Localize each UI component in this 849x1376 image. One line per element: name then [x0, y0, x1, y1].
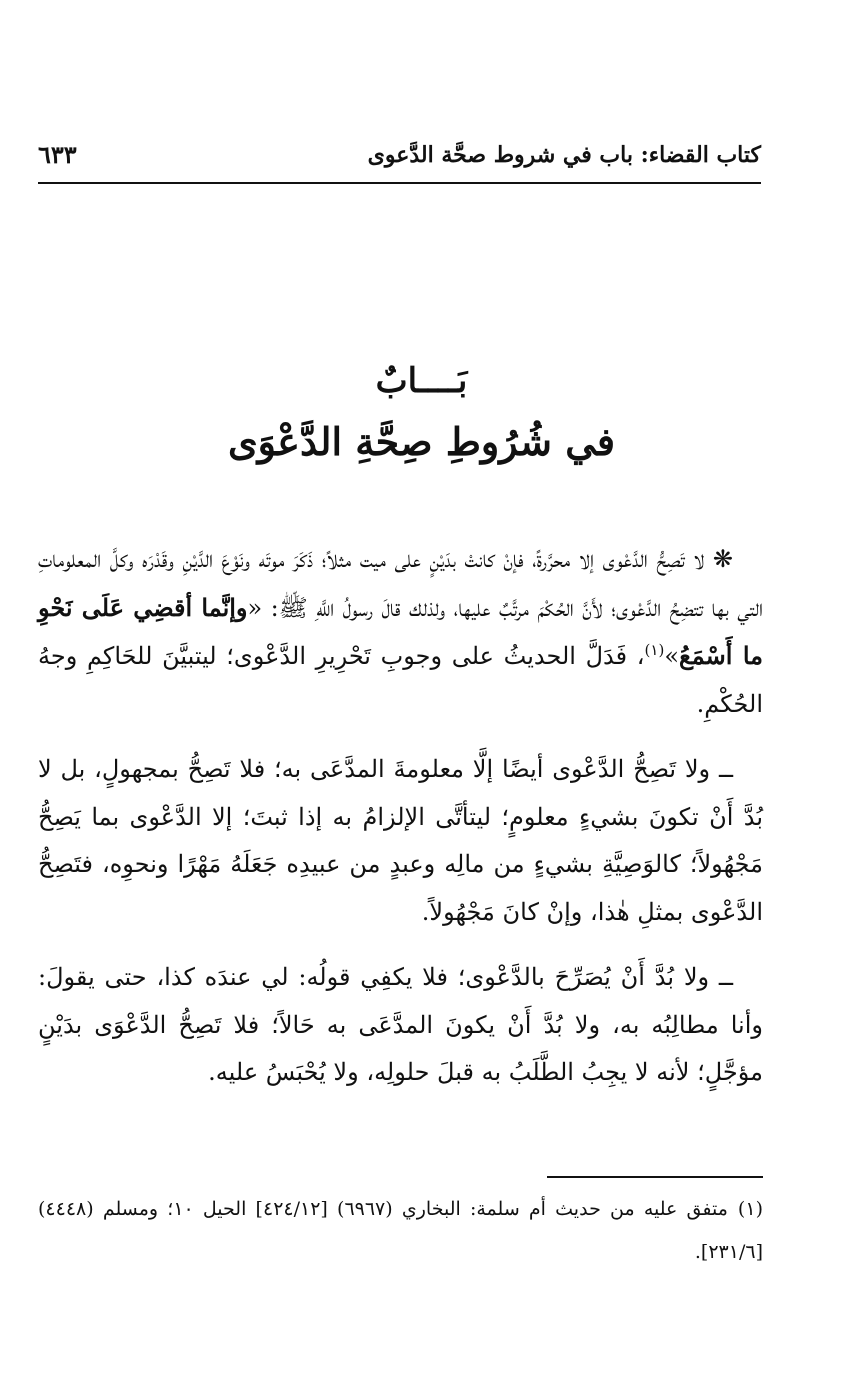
- paragraph-intro-text: ❋ لا تَصِحُّ الدَّعْوى إلا محرَّرةً، فإنْ كانتْ بدَيْنٍ على ميت مثلاً؛ ذَكَرَ موتَه ونَوْعَ الدَّيْنِ وقَدْرَه وكلَّ المعلوماتِ التي بها تتضِحُ الدَّعْوى؛ لأَنَّ الحُكْمَ مرتَّبٌ عليها، ولذلك قالَ رسولُ اللَّهِ ﷺ: «: [38, 545, 763, 622]
- body-text: [38, 536, 763, 1115]
- paragraph-known-claim: ــ ولا تَصِحُّ الدَّعْوى أيضًا إلَّا معلومةَ المدَّعَى به؛ فلا تَصِحُّ بمجهولٍ، بل لا بُدَّ أَنْ تكونَ بشيءٍ معلومٍ؛ ليتأتَّى الإلزامُ به إذا ثبتَ؛ إلا الدَّعْوى بما يَصِحُّ مَجْهُولاً؛ كالوَصِيَّةِ بشيءٍ من مالِه وعبدٍ من عبيدِه جَعَلَهُ مَهْرًا ونحوِه، فتَصِحُّ الدَّعْوى بمثلِ هٰذا، وإنْ كانَ مَجْهُولاً.: [38, 755, 763, 926]
- chapter-heading: [60, 356, 783, 474]
- chapter-title: في شُرُوطِ صِحَّةِ الدَّعْوَى: [227, 419, 616, 464]
- footnote: [38, 1188, 763, 1274]
- running-title: كتاب القضاء: باب في شروط صحَّة الدَّعوى: [367, 142, 761, 168]
- footnote-text: متفق عليه من حديث أم سلمة: البخاري (٦٩٦٧) [٤٢٤/١٢] الحيل ١٠؛ ومسلم (٤٤٤٨) [٢٣١/٦].: [38, 1198, 763, 1263]
- footnote-divider: [547, 1176, 763, 1178]
- page-number: ٦٣٣: [38, 140, 77, 169]
- footnote-entry: [38, 1188, 763, 1274]
- quote-close: »: [664, 642, 680, 670]
- paragraph-intro: [38, 536, 763, 728]
- footnote-reference[interactable]: (١): [644, 641, 665, 659]
- hadith-quote: وإنَّما أقضِي عَلَى نَحْوِ ما أَسْمَعُ: [38, 592, 763, 670]
- footnote-marker: (١): [737, 1198, 763, 1220]
- paragraph-intro-rest: ، فَدَلَّ الحديثُ على وجوبِ تَحْرِيرِ الدَّعْوى؛ ليتبيَّنَ للحَاكِمِ وجهُ الحُكْمِ.: [38, 642, 763, 718]
- page-header: [38, 138, 761, 184]
- paragraph-explicit-claim: ــ ولا بُدَّ أَنْ يُصَرِّحَ بالدَّعْوى؛ فلا يكفِي قولُه: لي عندَه كذا، حتى يقولَ: وأنا مطالِبُه به، ولا بُدَّ أَنْ يكونَ المدَّعَى به حَالاً؛ فلا تَصِحُّ الدَّعْوَى بدَيْنٍ مؤجَّلٍ؛ لأنه لا يجِبُ الطَّلَبُ به قبلَ حلولِه، ولا يُحْبَسُ عليه.: [38, 963, 763, 1086]
- chapter-label: بَــــابٌ: [375, 361, 468, 401]
